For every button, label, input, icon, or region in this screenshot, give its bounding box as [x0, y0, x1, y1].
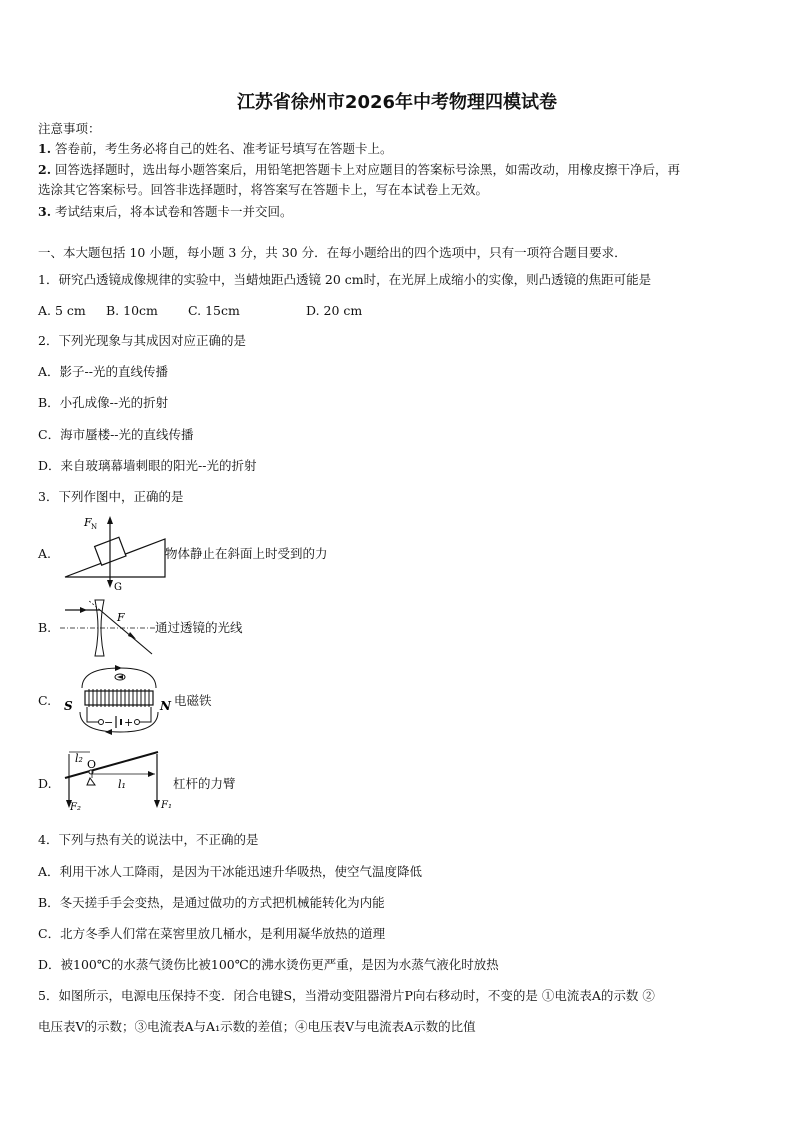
q4-option-a: A．利用干冰人工降雨，是因为干冰能迅速升华吸热，使空气温度降低 [38, 864, 423, 879]
q1-option-d: D. 20 cm [306, 303, 363, 318]
q3-option-a-caption: 物体静止在斜面上时受到的力 [165, 546, 328, 561]
q1-option-c: C. 15cm [188, 303, 240, 318]
notice-heading: 注意事项： [38, 121, 101, 136]
section-header: 一、本大题包括 10 小题，每小题 3 分，共 30 分．在每小题给出的四个选项中，只有一项符合题目要求． [38, 245, 627, 260]
notice-item [38, 204, 293, 220]
q3-option-b-caption: 通过透镜的光线 [155, 620, 243, 635]
q5-stem-line2: 电压表V的示数；③电流表A与A₁示数的差值；④电压表V与电流表A示数的比值 [38, 1019, 476, 1034]
q2-option-b: B．小孔成像--光的折射 [38, 395, 169, 410]
q3-option-b-letter: B. [38, 620, 52, 635]
q1-option-b: B. 10cm [106, 303, 158, 318]
notice-num: 3. [38, 204, 52, 219]
q1-stem: 1．研究凸透镜成像规律的实验中，当蜡烛距凸透镜 20 cm时，在光屏上成缩小的实像，则凸透镜的焦距可能是 [38, 272, 652, 287]
fulcrum-label: O [87, 758, 97, 771]
focus-label: F [117, 611, 125, 624]
page-title: 江苏省徐州市2026年中考物理四模试卷 [236, 92, 558, 113]
gravity-label: G [114, 582, 122, 593]
notice-text: 答卷前，考生务必将自己的姓名、准考证号填写在答题卡上。 [55, 141, 393, 156]
q4-option-b: B．冬天搓手手会变热，是通过做功的方式把机械能转化为内能 [38, 895, 385, 910]
arm-l1-label: l₁ [118, 778, 126, 791]
lever-diagram [60, 748, 180, 814]
notice-num: 1. [38, 141, 52, 156]
q3-option-c-caption: 电磁铁 [174, 693, 212, 708]
battery-minus: − [104, 716, 114, 729]
electromagnet-diagram [60, 660, 178, 740]
notice-text: 回答选择题时，选出每小题答案后，用铅笔把答题卡上对应题目的答案标号涂黑，如需改动，用橡皮擦干净后，再 [55, 162, 681, 177]
notice-item [38, 141, 393, 157]
notice-item [38, 182, 488, 198]
arm-l2-label: l₂ [75, 752, 83, 765]
q4-option-d: D．被100℃的水蒸气烫伤比被100℃的沸水烫伤更严重，是因为水蒸气液化时放热 [38, 957, 499, 972]
q2-stem: 2．下列光现象与其成因对应正确的是 [38, 333, 246, 348]
notice-text: 选涂其它答案标号。回答非选择题时，将答案写在答题卡上，写在本试卷上无效。 [38, 182, 489, 197]
q2-option-d: D．来自玻璃幕墙刺眼的阳光--光的折射 [38, 458, 257, 473]
q1-options [38, 303, 362, 319]
q4-stem: 4．下列与热有关的说法中，不正确的是 [38, 832, 259, 847]
north-pole-label: N [160, 699, 171, 713]
q5-stem-line1: 5．如图所示，电源电压保持不变．闭合电键S，当滑动变阻器滑片P向右移动时，不变的是 ①电流表A的示数 ② [38, 988, 655, 1003]
q2-option-a: A．影子--光的直线传播 [38, 364, 168, 379]
notice-item [38, 162, 680, 178]
q3-option-c-letter: C. [38, 693, 52, 708]
q1-option-a: A. 5 cm [38, 303, 86, 318]
battery-plus: + [124, 716, 134, 729]
force-f2-label: F₂ [70, 802, 81, 813]
q4-option-c: C．北方冬季人们常在菜窖里放几桶水，是利用凝华放热的道理 [38, 926, 386, 941]
notice-num: 2. [38, 162, 52, 177]
normal-force-sub: N [91, 523, 98, 531]
incline-force-diagram [60, 512, 170, 594]
q3-option-a-letter: A. [38, 546, 52, 561]
q3-option-d-caption: 杠杆的力臂 [173, 776, 236, 791]
south-pole-label: S [64, 699, 73, 713]
notice-text: 考试结束后，将本试卷和答题卡一并交回。 [55, 204, 293, 219]
force-f1-label: F₁ [161, 800, 172, 811]
q2-option-c: C．海市蜃楼--光的直线传播 [38, 427, 194, 442]
q3-option-d-letter: D. [38, 776, 52, 791]
q3-stem: 3．下列作图中，正确的是 [38, 489, 184, 504]
lens-ray-diagram [60, 598, 160, 658]
normal-force-label: F [84, 516, 92, 529]
